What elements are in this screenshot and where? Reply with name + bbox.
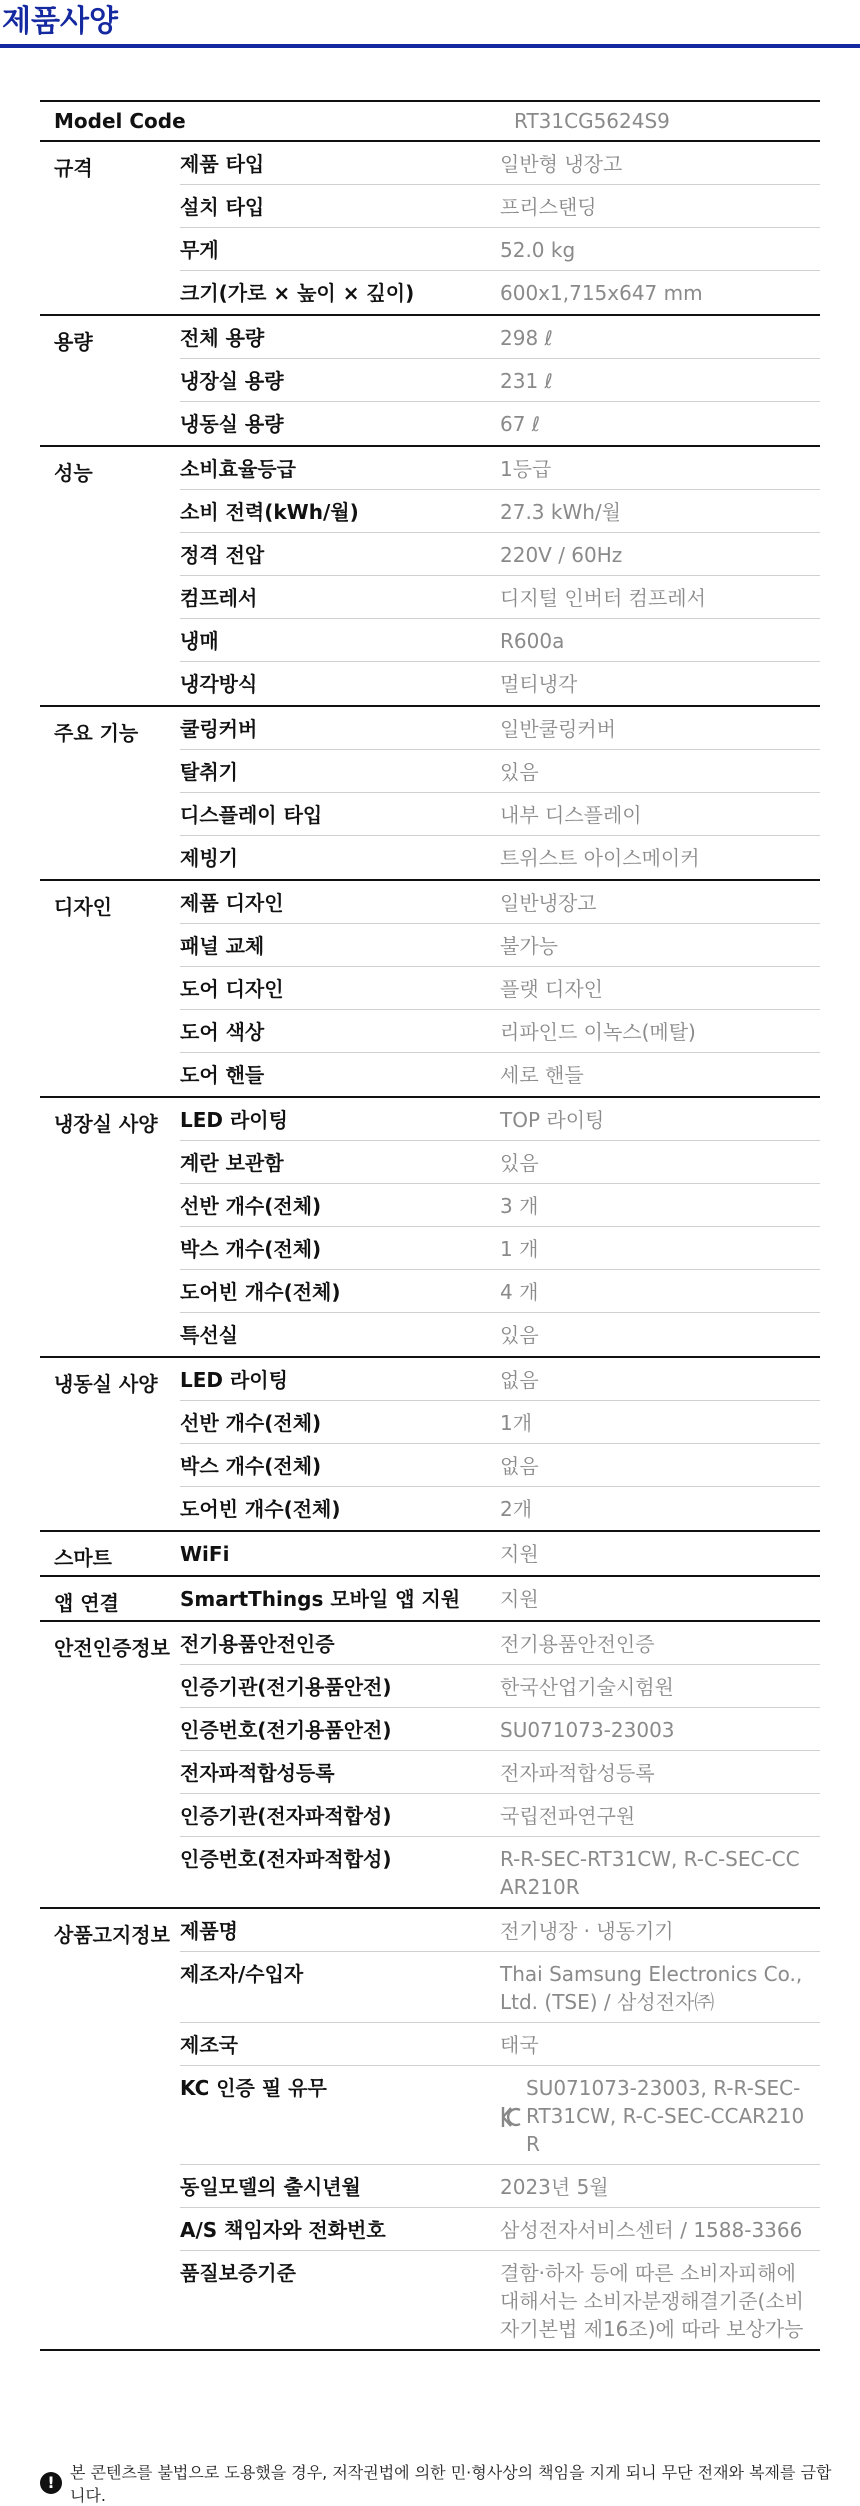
spec-row (180, 619, 820, 662)
spec-key: 특선실 (180, 1323, 238, 1347)
exclamation-icon: ! (40, 2472, 62, 2494)
spec-value: 1 개 (500, 1237, 539, 1261)
spec-row (180, 228, 820, 271)
group-title: 상품고지정보 (54, 1923, 170, 1947)
spec-value: 없음 (500, 1368, 539, 1392)
group-rows (180, 447, 820, 705)
spec-row (180, 1708, 820, 1751)
spec-value: 지원 (500, 1587, 539, 1611)
spec-key: 설치 타입 (180, 195, 265, 219)
spec-row (180, 1622, 820, 1665)
group-rows (180, 1358, 820, 1530)
spec-row (180, 1837, 820, 1907)
spec-group (40, 707, 820, 881)
spec-row (180, 662, 820, 705)
spec-row (180, 1010, 820, 1053)
spec-value: 있음 (500, 760, 539, 784)
spec-key: SmartThings 모바일 앱 지원 (180, 1587, 461, 1611)
spec-value: 멀티냉각 (500, 672, 578, 696)
spec-row (180, 1270, 820, 1313)
spec-key: 탈취기 (180, 760, 238, 784)
kc-value-cell (500, 2066, 820, 2164)
spec-value: 일반쿨링커버 (500, 717, 616, 741)
spec-row (180, 1313, 820, 1356)
spec-key: 소비 전력(kWh/월) (180, 500, 359, 524)
spec-value: 231 ℓ (500, 369, 553, 393)
spec-value: 전기냉장 · 냉동기기 (500, 1919, 674, 1943)
spec-value: 프리스탠딩 (500, 195, 597, 219)
spec-key: 냉각방식 (180, 672, 258, 696)
spec-key: 박스 개수(전체) (180, 1237, 322, 1261)
group-rows (180, 1577, 820, 1620)
spec-key: 제품명 (180, 1919, 238, 1943)
spec-groups (40, 142, 820, 2351)
group-title: 성능 (54, 461, 93, 485)
group-title: 안전인증정보 (54, 1636, 170, 1660)
spec-row (180, 2208, 820, 2251)
spec-value: 1개 (500, 1411, 533, 1435)
spec-group (40, 447, 820, 707)
spec-key: 도어 색상 (180, 1020, 265, 1044)
spec-value: 일반형 냉장고 (500, 152, 623, 176)
spec-row (180, 1184, 820, 1227)
spec-key: 소비효율등급 (180, 457, 296, 481)
kc-wrap (500, 2074, 812, 2158)
spec-key: 제품 디자인 (180, 891, 284, 915)
spec-key: 동일모델의 출시년월 (180, 2175, 361, 2199)
spec-value: 불가능 (500, 934, 558, 958)
group-rows (180, 707, 820, 879)
spec-value: 일반냉장고 (500, 891, 597, 915)
spec-group (40, 1622, 820, 1909)
spec-value: 삼성전자서비스센터 / 1588-3366 (500, 2218, 803, 2242)
spec-row (180, 1909, 820, 1952)
spec-key: 제조국 (180, 2033, 238, 2057)
spec-row (180, 881, 820, 924)
spec-value: 전기용품안전인증 (500, 1632, 655, 1656)
spec-value: 전자파적합성등록 (500, 1761, 655, 1785)
spec-row (180, 2066, 820, 2165)
spec-row (180, 1358, 820, 1401)
spec-key: 인증기관(전자파적합성) (180, 1804, 392, 1828)
group-rows (180, 1098, 820, 1356)
spec-value: 결함·하자 등에 따른 소비자피해에 대해서는 소비자분쟁해결기준(소비자기본법 제16조)에 따라 보상가능 (500, 2261, 804, 2341)
group-rows (180, 881, 820, 1096)
spec-row (180, 533, 820, 576)
model-code-value: RT31CG5624S9 (514, 109, 670, 133)
spec-key: 정격 전압 (180, 543, 265, 567)
spec-value: 52.0 kg (500, 238, 576, 262)
spec-value: TOP 라이팅 (500, 1108, 605, 1132)
spec-key: 냉매 (180, 629, 219, 653)
spec-key: 제품 타입 (180, 152, 265, 176)
spec-row (180, 447, 820, 490)
spec-key: 쿨링커버 (180, 717, 258, 741)
group-title: 디자인 (54, 895, 112, 919)
group-rows (180, 316, 820, 445)
spec-value: 4 개 (500, 1280, 539, 1304)
spec-row (180, 1577, 820, 1620)
page-title: 제품사양 (2, 4, 118, 39)
spec-row (180, 750, 820, 793)
spec-row (180, 1227, 820, 1270)
spec-key: 크기(가로 × 높이 × 깊이) (180, 281, 415, 305)
spec-row (180, 185, 820, 228)
spec-key: 무게 (180, 238, 219, 262)
spec-key: 도어빈 개수(전체) (180, 1280, 341, 1304)
spec-row (180, 1098, 820, 1141)
group-rows (180, 1909, 820, 2349)
spec-value: 2023년 5월 (500, 2175, 609, 2199)
spec-value: 플랫 디자인 (500, 977, 603, 1001)
spec-row (180, 707, 820, 750)
spec-value: 국립전파연구원 (500, 1804, 636, 1828)
spec-key: 품질보증기준 (180, 2261, 296, 2285)
kc-mark-icon (500, 2104, 522, 2130)
spec-row (180, 1444, 820, 1487)
spec-row (180, 2023, 820, 2066)
spec-key: KC 인증 필 유무 (180, 2076, 327, 2100)
spec-group (40, 1909, 820, 2351)
spec-value: 태국 (500, 2033, 539, 2057)
spec-key: 선반 개수(전체) (180, 1194, 322, 1218)
spec-row (180, 1487, 820, 1530)
spec-row (180, 967, 820, 1010)
spec-row (180, 1665, 820, 1708)
spec-row (180, 271, 820, 314)
spec-key: 패널 교체 (180, 934, 265, 958)
spec-value: R600a (500, 629, 565, 653)
spec-value: 220V / 60Hz (500, 543, 623, 567)
spec-key: 제빙기 (180, 846, 238, 870)
spec-table (40, 100, 820, 2351)
spec-row (180, 402, 820, 445)
spec-key: 인증번호(전자파적합성) (180, 1847, 392, 1871)
spec-key: 컴프레서 (180, 586, 258, 610)
group-title: 주요 기능 (54, 721, 139, 745)
spec-key: 도어 핸들 (180, 1063, 265, 1087)
spec-value: 3 개 (500, 1194, 539, 1218)
spec-key: 전기용품안전인증 (180, 1632, 335, 1656)
spec-row (180, 793, 820, 836)
group-title: 냉동실 사양 (54, 1372, 158, 1396)
spec-key: 박스 개수(전체) (180, 1454, 322, 1478)
spec-value: 트위스트 아이스메이커 (500, 846, 700, 870)
spec-value: 지원 (500, 1542, 539, 1566)
spec-value: 2개 (500, 1497, 533, 1521)
spec-key: 디스플레이 타입 (180, 803, 323, 827)
copyright-notice (40, 2460, 840, 2506)
spec-row (180, 576, 820, 619)
spec-key: 전체 용량 (180, 326, 265, 350)
spec-group (40, 881, 820, 1098)
model-code-row (40, 100, 820, 142)
spec-group (40, 316, 820, 447)
spec-key: 도어빈 개수(전체) (180, 1497, 341, 1521)
spec-group (40, 1577, 820, 1622)
spec-group (40, 1098, 820, 1358)
spec-group (40, 1358, 820, 1532)
kc-value-text: SU071073-23003, R-R-SEC-RT31CW, R-C-SEC-CCAR210R (526, 2076, 805, 2156)
spec-row (180, 836, 820, 879)
spec-row (180, 2251, 820, 2349)
spec-key: 냉동실 용량 (180, 412, 284, 436)
spec-value: 27.3 kWh/월 (500, 500, 621, 524)
spec-group (40, 142, 820, 316)
spec-key: 계란 보관함 (180, 1151, 284, 1175)
spec-row (180, 924, 820, 967)
group-rows (180, 142, 820, 314)
spec-row (180, 359, 820, 402)
spec-value: 67 ℓ (500, 412, 541, 436)
spec-value: 없음 (500, 1454, 539, 1478)
spec-value: 디지털 인버터 컴프레서 (500, 586, 706, 610)
spec-key: 제조자/수입자 (180, 1962, 304, 1986)
group-title: 스마트 (54, 1546, 112, 1570)
spec-row (180, 490, 820, 533)
spec-value: 298 ℓ (500, 326, 553, 350)
spec-key: 냉장실 용량 (180, 369, 284, 393)
spec-value: 600x1,715x647 mm (500, 281, 703, 305)
spec-key: 인증번호(전기용품안전) (180, 1718, 392, 1742)
spec-group (40, 1532, 820, 1577)
spec-value: 한국산업기술시험원 (500, 1675, 674, 1699)
group-title: 규격 (54, 156, 93, 180)
spec-key: 도어 디자인 (180, 977, 284, 1001)
spec-row (180, 316, 820, 359)
spec-value: 있음 (500, 1323, 539, 1347)
spec-value: SU071073-23003 (500, 1718, 675, 1742)
spec-value: 있음 (500, 1151, 539, 1175)
group-title: 냉장실 사양 (54, 1112, 158, 1136)
spec-value: 내부 디스플레이 (500, 803, 642, 827)
spec-value: 1등급 (500, 457, 552, 481)
spec-row (180, 1794, 820, 1837)
spec-key: LED 라이팅 (180, 1368, 288, 1392)
spec-row (180, 2165, 820, 2208)
notice-text: 본 콘텐츠를 불법으로 도용했을 경우, 저작권법에 의한 민·형사상의 책임을 지게 되니 무단 전재와 복제를 금합니다. (70, 2463, 832, 2505)
spec-value: 세로 핸들 (500, 1063, 584, 1087)
spec-key: 전자파적합성등록 (180, 1761, 335, 1785)
spec-key: 인증기관(전기용품안전) (180, 1675, 392, 1699)
spec-row (180, 1141, 820, 1184)
spec-key: A/S 책임자와 전화번호 (180, 2218, 386, 2242)
spec-key: 선반 개수(전체) (180, 1411, 322, 1435)
spec-row (180, 1952, 820, 2023)
spec-row (180, 1751, 820, 1794)
group-rows (180, 1532, 820, 1575)
spec-value: 리파인드 이녹스(메탈) (500, 1020, 696, 1044)
group-title: 용량 (54, 330, 93, 354)
group-rows (180, 1622, 820, 1907)
spec-key: LED 라이팅 (180, 1108, 288, 1132)
group-title: 앱 연결 (54, 1591, 119, 1615)
spec-row (180, 1532, 820, 1575)
page-header (0, 0, 860, 48)
spec-row (180, 1053, 820, 1096)
spec-value: R-R-SEC-RT31CW, R-C-SEC-CCAR210R (500, 1847, 800, 1899)
spec-row (180, 142, 820, 185)
spec-key: WiFi (180, 1542, 230, 1566)
spec-value: Thai Samsung Electronics Co., Ltd. (TSE) / 삼성전자㈜ (500, 1962, 803, 2014)
spec-row (180, 1401, 820, 1444)
model-code-label: Model Code (54, 109, 186, 133)
